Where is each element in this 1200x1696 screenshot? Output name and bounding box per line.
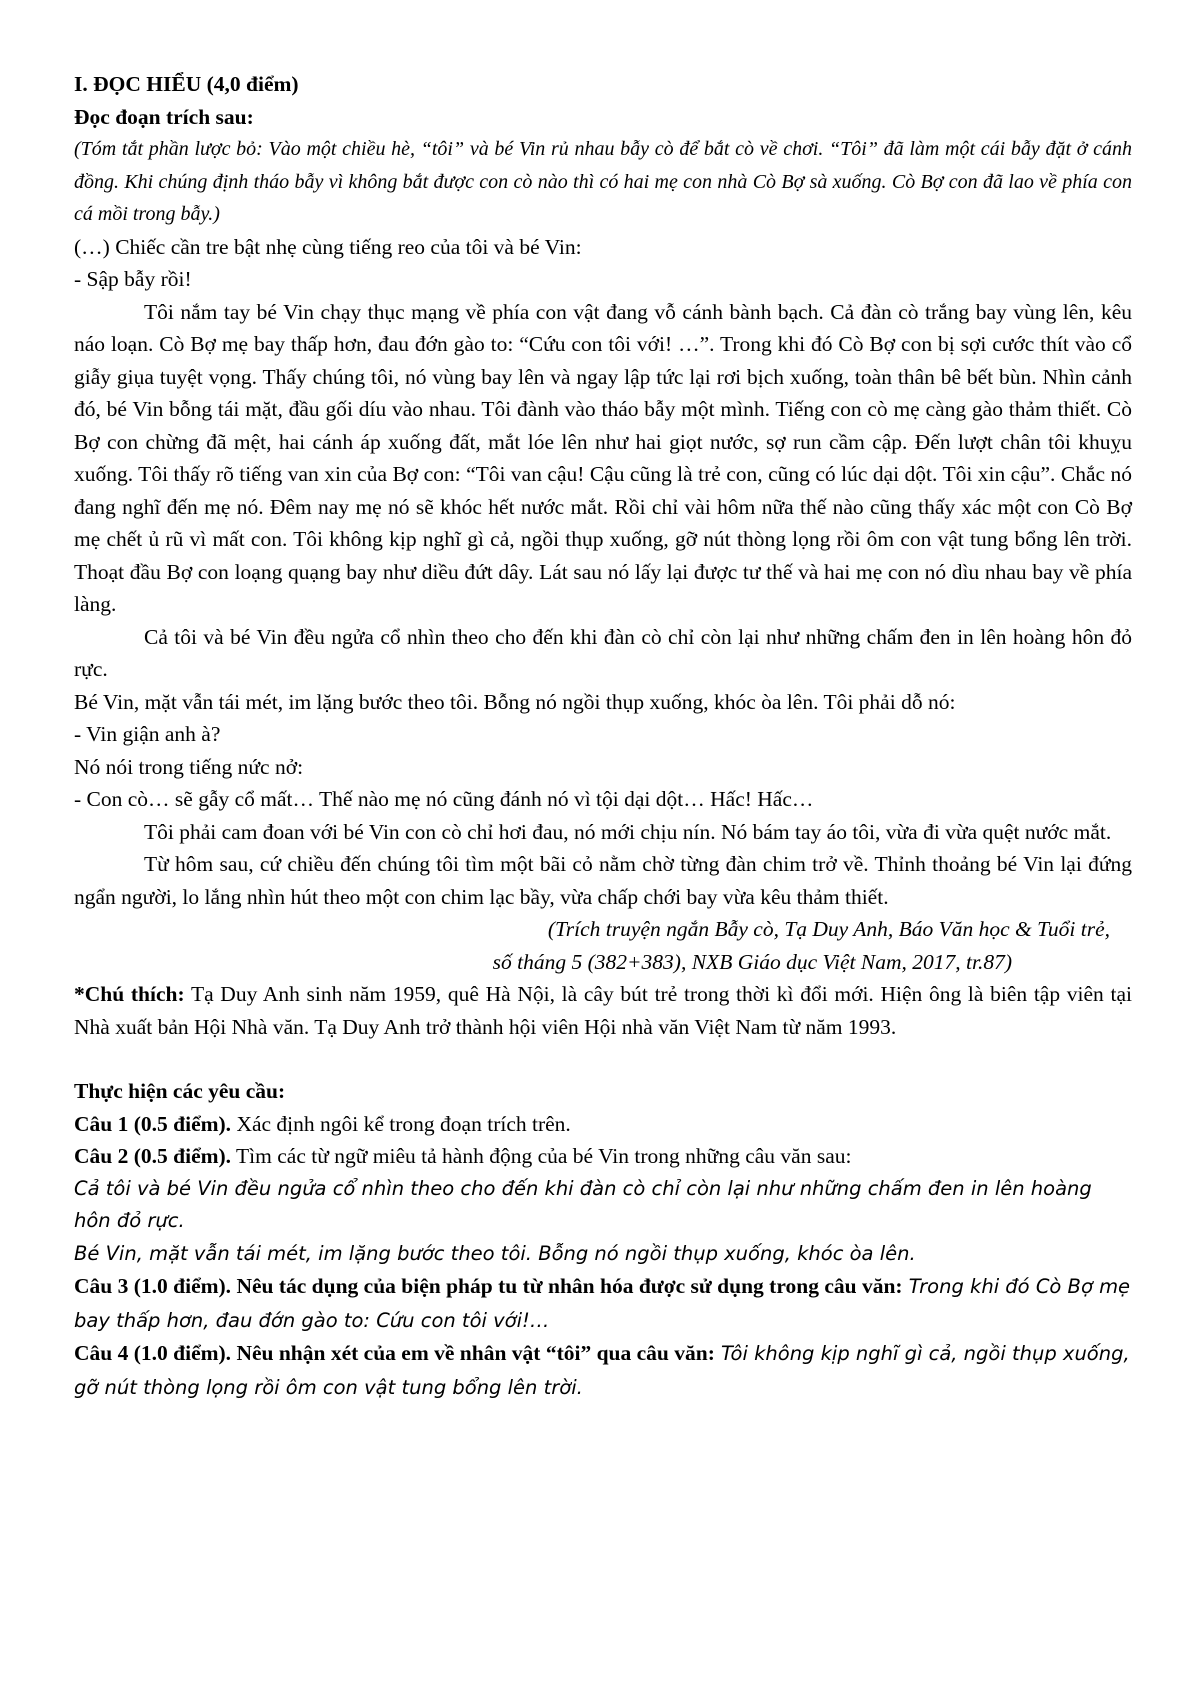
spacer xyxy=(74,1043,1132,1075)
question-text: Xác định ngôi kể trong đoạn trích trên. xyxy=(231,1111,571,1136)
passage-paragraph: - Con cò… sẽ gẫy cổ mất… Thế nào mẹ nó cũng đánh nó vì tội dại dột… Hấc! Hấc… xyxy=(74,787,814,811)
question-label: Câu 3 (1.0 điểm). xyxy=(74,1274,232,1298)
question-text: Nêu tác dụng của biện pháp tu từ nhân hóa được sử dụng trong câu văn: xyxy=(231,1274,903,1298)
question-text: Tìm các từ ngữ miêu tả hành động của bé Vin trong những câu văn sau: xyxy=(231,1144,852,1168)
passage-paragraph: (…) Chiếc cần tre bật nhẹ cùng tiếng reo của tôi và bé Vin: xyxy=(74,234,582,259)
exam-page xyxy=(74,68,1132,1404)
question-quote: Trong khi đó Cò Bợ mẹ bay thấp hơn, đau đớn gào to: Cứu con tôi với!… xyxy=(74,1275,1131,1332)
question-quote: Tôi không kịp nghĩ gì cả, ngồi thụp xuống, gỡ nút thòng lọng rồi ôm con vật tung bổng lên trời. xyxy=(74,1342,1130,1399)
tasks-heading: Thực hiện các yêu cầu: xyxy=(74,1079,286,1103)
author-note xyxy=(74,978,1132,1043)
question-label: Câu 4 (1.0 điểm). xyxy=(74,1341,232,1365)
passage-paragraph: Tôi phải cam đoan với bé Vin con cò chỉ hơi đau, nó mới chịu nín. Nó bám tay áo tôi, vừa đi vừa quệt nước mắt. xyxy=(144,819,1112,844)
question-1 xyxy=(74,1108,1132,1141)
question-text: Nêu nhận xét của em về nhân vật “tôi” qua câu văn: xyxy=(231,1341,715,1365)
passage-paragraph: Từ hôm sau, cứ chiều đến chúng tôi tìm một bãi cỏ nằm chờ từng đàn chim trở về. Thỉnh thoảng bé Vin lại đứng ngẩn người, lo lắng nhìn hút theo một con chim lạc bầy, vừa chấp chới bay vừa kêu thảm thiết. xyxy=(74,852,1132,909)
source-citation-line-2: số tháng 5 (382+383), NXB Giáo dục Việt Nam, 2017, tr.87) xyxy=(492,949,1012,974)
note-text: Tạ Duy Anh sinh năm 1959, quê Hà Nội, là cây bút trẻ trong thời kì đổi mới. Hiện ông là biên tập viên tại Nhà xuất bản Hội Nhà văn. Tạ Duy Anh trở thành hội viên Hội nhà văn Việt Nam từ năm 1993. xyxy=(74,982,1132,1039)
passage-paragraph: - Sập bẫy rồi! xyxy=(74,267,192,291)
question-2 xyxy=(74,1140,1132,1173)
passage-paragraph: Cả tôi và bé Vin đều ngửa cổ nhìn theo cho đến khi đàn cò chỉ còn lại như những chấm đen in lên hoàng hôn đỏ rực. xyxy=(74,624,1132,681)
section-title: I. ĐỌC HIỂU (4,0 điểm) xyxy=(74,72,299,96)
passage-paragraph: - Vin giận anh à? xyxy=(74,722,221,746)
question-label: Câu 1 (0.5 điểm). xyxy=(74,1111,232,1136)
question-label: Câu 2 (0.5 điểm). xyxy=(74,1144,232,1168)
question-quote: Cả tôi và bé Vin đều ngửa cổ nhìn theo cho đến khi đàn cò chỉ còn lại như những chấm đen in lên hoàng hôn đỏ rực. xyxy=(74,1176,1092,1232)
summary-text: (Tóm tắt phần lược bỏ: Vào một chiều hè, “tôi” và bé Vin rủ nhau bẫy cò để bắt cò về chơi. “Tôi” đã làm một cái bẫy đặt ở cánh đồng. Khi chúng định tháo bẫy vì không bắt được con cò nào thì có hai mẹ con nhà Cò Bợ sà xuống. Cò Bợ con đã lao về phía con cá mồi trong bẫy.) xyxy=(74,138,1132,225)
passage-paragraph: Bé Vin, mặt vẫn tái mét, im lặng bước theo tôi. Bỗng nó ngồi thụp xuống, khóc òa lên. Tôi phải dỗ nó: xyxy=(74,689,956,714)
source-citation-line-1: (Trích truyện ngắn Bẫy cò, Tạ Duy Anh, Báo Văn học & Tuổi trẻ, xyxy=(547,917,1110,941)
question-quote: Bé Vin, mặt vẫn tái mét, im lặng bước theo tôi. Bỗng nó ngồi thụp xuống, khóc òa lên. xyxy=(74,1241,916,1265)
passage-paragraph: Nó nói trong tiếng nức nở: xyxy=(74,754,304,779)
question-3 xyxy=(74,1270,1132,1337)
read-prompt: Đọc đoạn trích sau: xyxy=(74,104,254,129)
passage-paragraph: Tôi nắm tay bé Vin chạy thục mạng về phía con vật đang vỗ cánh bành bạch. Cả đàn cò trắng bay vùng lên, kêu náo loạn. Cò Bợ mẹ bay thấp hơn, đau đớn gào to: “Cứu con tôi với! …”. Trong khi đó Cò Bợ con bị sợi cước thít vào cổ giẫy giụa tuyệt vọng. Thấy chúng tôi, nó vùng bay lên và ngay lập tức lại rơi bịch xuống, toàn thân bê bết bùn. Nhìn cảnh đó, bé Vin bỗng tái mặt, đầu gối díu vào nhau. Tôi đành vào tháo bẫy một mình. Tiếng con cò mẹ càng gào thảm thiết. Cò Bợ con chừng đã mệt, hai cánh áp xuống đất, mắt lóe lên như hai giọt nước, sợ run cầm cập. Đến lượt chân tôi khuỵu xuống. Tôi thấy rõ tiếng van xin của Bợ con: “Tôi van cậu! Cậu cũng là trẻ con, cũng có lúc dại dột. Tôi xin cậu”. Chắc nó đang nghĩ đến mẹ nó. Đêm nay mẹ nó sẽ khóc hết nước mắt. Rồi chỉ vài hôm nữa thế nào cũng thấy xác một con Cò Bợ mẹ chết ủ rũ vì mất con. Tôi không kịp nghĩ gì cả, ngồi thụp xuống, gỡ nút thòng lọng rồi ôm con vật tung bổng lên trời. Thoạt đầu Bợ con loạng quạng bay như diều đứt dây. Lát sau nó lấy lại được tư thế và hai mẹ con nó dìu nhau bay về phía làng. xyxy=(74,299,1132,616)
question-4 xyxy=(74,1337,1132,1404)
note-label: *Chú thích: xyxy=(74,982,185,1006)
